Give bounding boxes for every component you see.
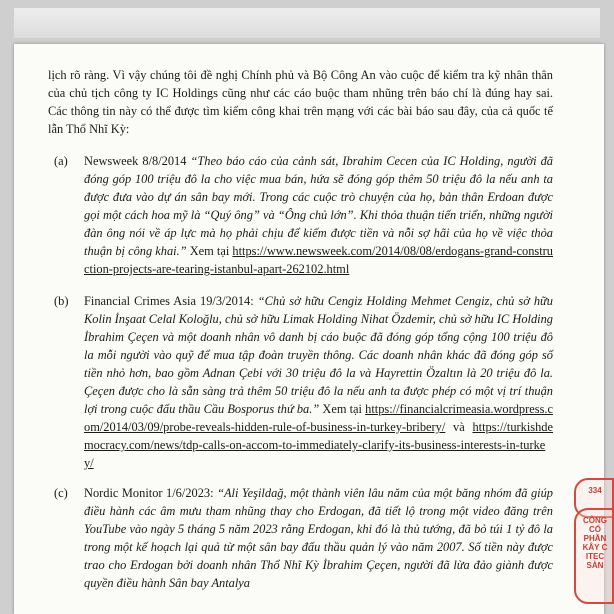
item-link[interactable]: https://turkishdemocracy.com/news/tdp-calls-on-accom-to-immediately-clarify-its-business-interests-in-turkey/ <box>84 420 553 470</box>
stamp-text-bottom: CÔNG CỔ PHẦN KÂY C ITEC SÀN <box>582 516 608 570</box>
item-label: (b) <box>54 294 69 308</box>
list-item <box>48 292 553 472</box>
item-source: Financial Crimes Asia 19/3/2014: <box>84 294 254 308</box>
item-quote: “Ali Yeşildağ, một thành viên lâu năm của một băng nhóm đã giúp điều hành các âm mưu tham nhũng thay cho Erdogan, đã tiết lộ trong một video đăng trên YouTube vào ngày 5 tháng 5 năm 2023 rằng Erdogan, khi đó là thủ tướng, đã bỏ túi 1 tỷ đô la trong một kế hoạch lại quả từ một sân bay đấu thầu quản lý vào năm 2007. Số tiền này được trao cho Erdogan bởi doanh nhân Thổ Nhĩ Kỳ İbrahim Çeçen, người đã lừa đảo giành được quyền điều hành Sân bay Antalya <box>84 486 553 590</box>
item-quote: “Chủ sở hữu Cengiz Holding Mehmet Cengiz, chủ sở hữu Kolin İnşaat Celal Koloğlu, chủ sở hữu Limak Holding Nihat Özdemir, chủ sở hữu IC Holding İbrahim Çeçen và một doanh nhân vô danh bị cáo buộc đã đóng góp tổng cộng 100 triệu đô la mỗi người vào quỹ để mua tập đoàn truyền thông. Các doanh nhân khác đã đóng góp số tiền nhỏ hơn, bao gồm Adnan Çebi với 30 triệu đô la và Hayrettin Özaltın là 20 triệu đô la. Çeçen được cho là sẵn sàng trả thêm 50 triệu đô la nếu anh ta được phép có một vị trí thuận lợi trong cuộc đấu thầu Cầu Bosporus thứ ba.” <box>84 294 553 416</box>
item-label: (a) <box>54 154 68 168</box>
page-top-shadow <box>14 8 600 38</box>
item-source: Nordic Monitor 1/6/2023: <box>84 486 214 500</box>
intro-paragraph: lịch rõ ràng. Vì vậy chúng tôi đề nghị Chính phủ và Bộ Công An vào cuộc để kiểm tra kỹ nhân thân của chủ tịch công ty IC Holdings cũng như các cáo buộc tham nhũng trên báo chí là đúng hay sai. Các thông tin này có thể được tìm kiếm công khai trên mạng với các bài báo sau đây, của cả quốc tế lẫn Thổ Nhĩ Kỳ: <box>48 68 553 136</box>
item-link[interactable]: https://www.newsweek.com/2014/08/08/erdogans-grand-construction-projects-are-tearing-istanbul-apart-262102.html <box>84 244 553 276</box>
item-quote: “Theo báo cáo của cảnh sát, Ibrahim Cecen của IC Holding, người đã đóng góp 100 triệu đô la cho việc mua bán, hứa sẽ đóng góp thêm 50 triệu đô la nếu anh ta được đưa vào dự án sân bay mới. Trong các cuộc trò chuyện của họ, bản thân Erdoan được gọi một cách hoa mỹ là “Quý ông” và “Ông chủ lớn”. Khi thỏa thuận tiến triển, những người đàn ông nói về áp lực mà họ phải chịu để kiếm được tiền và nỗi sợ hãi của họ về việc thỏa thuận bị công khai.” <box>84 154 553 258</box>
item-see-label: Xem tại <box>186 244 230 258</box>
item-see-label: Xem tại <box>319 402 362 416</box>
item-and: và <box>445 420 473 434</box>
list-item <box>48 484 553 592</box>
item-source: Newsweek 8/8/2014 <box>84 154 187 168</box>
document-body <box>48 66 553 592</box>
item-link[interactable]: https://financialcrimeasia.wordpress.com/2014/03/09/probe-reveals-hidden-rule-of-business-in-turkey-bribery/ <box>84 402 553 434</box>
item-label: (c) <box>54 486 68 500</box>
stamp-text-top: 334 <box>588 486 602 495</box>
red-stamp-bottom <box>574 508 614 604</box>
list-item <box>48 152 553 278</box>
